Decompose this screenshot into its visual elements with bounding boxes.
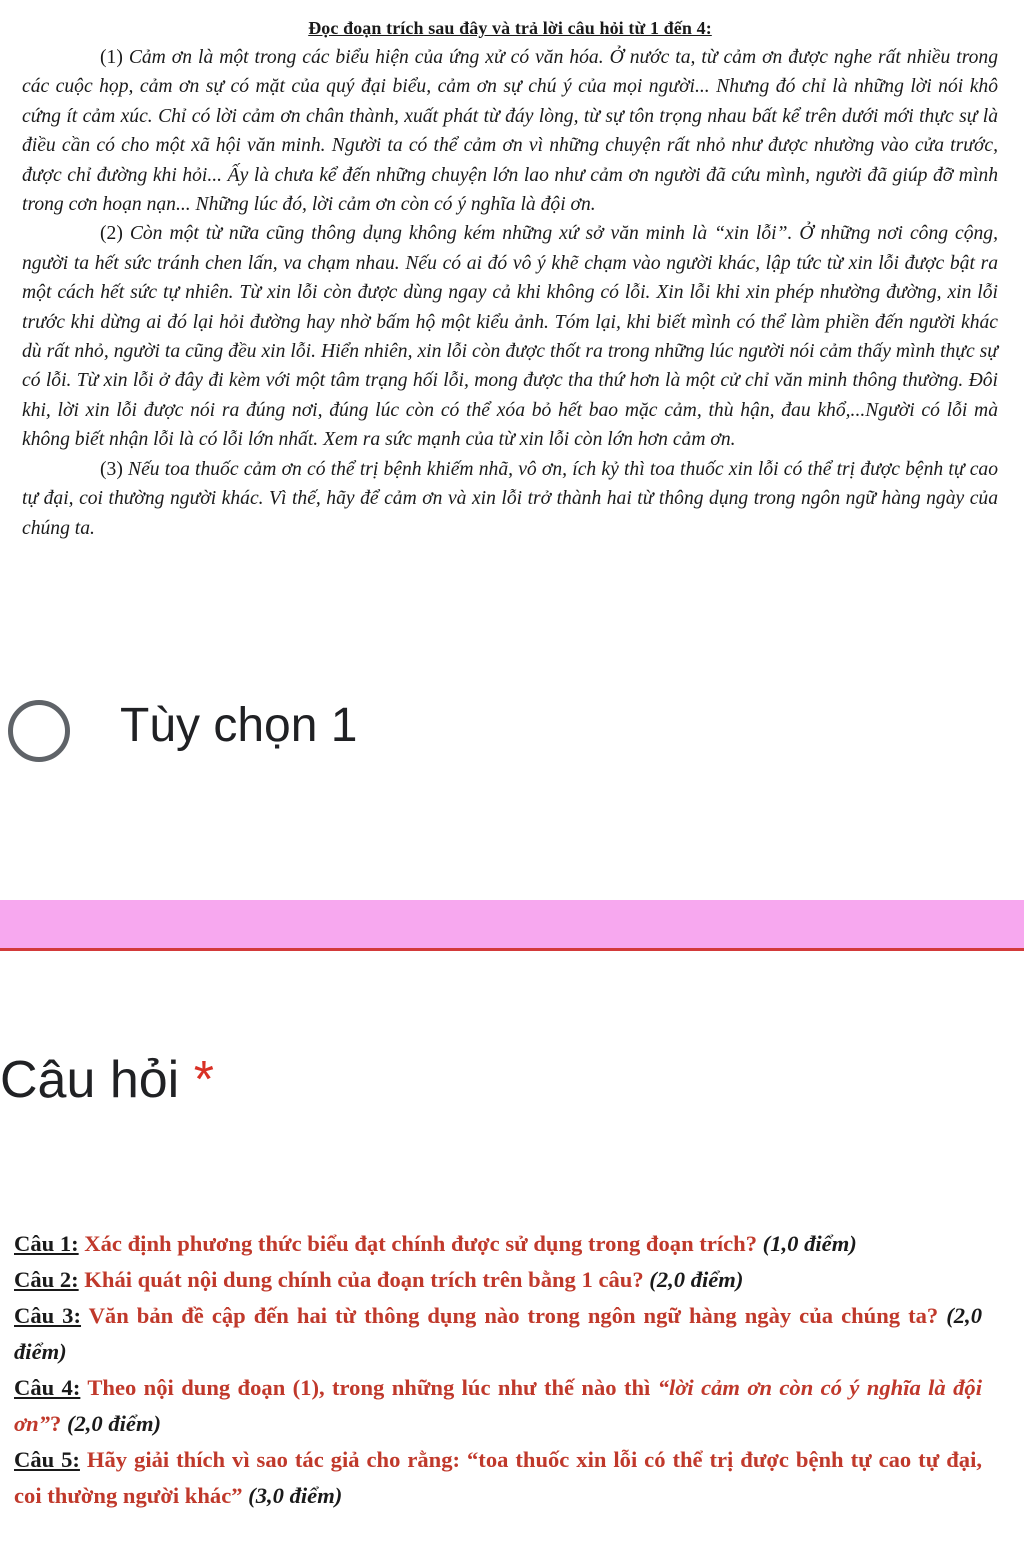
paragraph-text: Còn một từ nữa cũng thông dụng không kém những xứ sở văn minh là “xin lỗi”. Ở những nơi công cộng, người ta hết sức tránh chen lấn, va chạm nhau. Nếu có ai đó vô ý khẽ chạm vào người khác, lập tức từ xin lỗi được bật ra một cách hết sức tự nhiên. Từ xin lỗi còn được dùng ngay cả khi không có lỗi. Xin lỗi khi xin phép nhường đường, xin lỗi trước khi dừng ai đó lại hỏi đường hay nhờ bấm hộ một kiểu ảnh. Tóm lại, khi biết mình có thể làm phiền đến người khác dù rất nhỏ, người ta cũng đều xin lỗi. Hiển nhiên, xin lỗi còn được thốt ra trong những lúc người nói cảm thấy mình thực sự có lỗi. Từ xin lỗi ở đây đi kèm với một tâm trạng hối lỗi, mong được tha thứ hơn là một cử chỉ văn minh thông thường. Đôi khi, lời xin lỗi được nói ra đúng nơi, đúng lúc còn có thể xóa bỏ hết bao mặc cảm, thù hận, đau khổ,...Người có lỗi mà không biết nhận lỗi là có lỗi lớn nhất. Xem ra sức mạnh của từ xin lỗi còn lớn hơn cảm ơn. xyxy=(22,223,998,451)
question-text: Theo nội dung đoạn (1), trong những lúc như thế nào thì xyxy=(80,1375,658,1400)
paragraph-number: (3) xyxy=(100,458,123,480)
passage-paragraph-3 xyxy=(22,455,998,543)
question-item-4 xyxy=(14,1370,982,1442)
paragraph-number: (2) xyxy=(100,223,123,245)
passage-paragraph-2 xyxy=(22,219,998,454)
question-points: (2,0 điểm) xyxy=(61,1411,162,1436)
question-item-5 xyxy=(14,1442,982,1514)
question-points: (2,0 điểm) xyxy=(643,1267,744,1292)
question-text: Văn bản đề cập đến hai từ thông dụng nào trong ngôn ngữ hàng ngày của chúng ta? xyxy=(81,1303,939,1328)
question-label: Câu 4: xyxy=(14,1375,81,1400)
reading-passage xyxy=(22,18,998,543)
question-label: Câu 5: xyxy=(14,1447,80,1472)
radio-button-icon[interactable] xyxy=(8,700,70,762)
question-points: (1,0 điểm) xyxy=(757,1231,857,1256)
question-quote: “lời cảm ơn còn có ý nghĩa là đội ơn” xyxy=(14,1375,982,1436)
radio-option-1[interactable] xyxy=(0,690,1024,780)
option-label[interactable]: Tùy chọn 1 xyxy=(120,699,358,752)
paragraph-text: Cảm ơn là một trong các biểu hiện của ứng xử có văn hóa. Ở nước ta, từ cảm ơn được nghe rất nhiều trong các cuộc họp, cảm ơn sự có mặt của quý đại biểu, cảm ơn sự chú ý của mọi người... Nhưng đó chỉ là những lời nói khô cứng ít cảm xúc. Chỉ có lời cảm ơn chân thành, xuất phát từ đáy lòng, từ sự tôn trọng nhau bất kể trên dưới mới thực sự là điều cần có cho một xã hội văn minh. Người ta có thể cảm ơn vì những chuyện rất nhỏ như được nhường vào cửa trước, được chỉ đường khi hỏi... Ấy là chưa kể đến những chuyện lớn lao như cảm ơn người đã cứu mình, người đã giúp đỡ mình trong cơn hoạn nạn... Những lúc đó, lời cảm ơn còn có ý nghĩa là đội ơn. xyxy=(22,47,998,216)
question-text: Xác định phương thức biểu đạt chính được sử dụng trong đoạn trích? xyxy=(78,1231,758,1256)
passage-heading: Đọc đoạn trích sau đây và trả lời câu hỏi từ 1 đến 4: xyxy=(308,18,712,38)
question-text: Hãy giải thích vì sao tác giả cho rằng: “toa thuốc xin lỗi có thể trị được bệnh tự cao tự đại, coi thường người khác” xyxy=(14,1447,982,1508)
passage-paragraph-1 xyxy=(22,43,998,219)
question-list xyxy=(14,1226,982,1514)
question-label: Câu 2: xyxy=(14,1267,79,1292)
paragraph-text: Nếu toa thuốc cảm ơn có thể trị bệnh khiếm nhã, vô ơn, ích kỷ thì toa thuốc xin lỗi có thể trị được bệnh tự cao tự đại, coi thường người khác. Vì thế, hãy để cảm ơn và xin lỗi trở thành hai từ thông dụng trong ngôn ngữ hàng ngày của chúng ta. xyxy=(22,458,998,539)
question-title-text: Câu hỏi xyxy=(0,1051,180,1109)
question-title xyxy=(0,1050,214,1110)
question-text: Khái quát nội dung chính của đoạn trích trên bằng 1 câu? xyxy=(78,1267,644,1292)
question-label: Câu 3: xyxy=(14,1303,82,1328)
question-points: (2,0 điểm) xyxy=(14,1303,982,1364)
question-item-2 xyxy=(14,1262,982,1298)
question-item-3 xyxy=(14,1298,982,1370)
section-divider xyxy=(0,900,1024,951)
required-asterisk: * xyxy=(193,1051,214,1109)
question-tail: ? xyxy=(50,1411,62,1436)
question-label: Câu 1: xyxy=(14,1231,79,1256)
question-points: (3,0 điểm) xyxy=(242,1483,343,1508)
question-item-1 xyxy=(14,1226,982,1262)
paragraph-number: (1) xyxy=(100,47,123,68)
